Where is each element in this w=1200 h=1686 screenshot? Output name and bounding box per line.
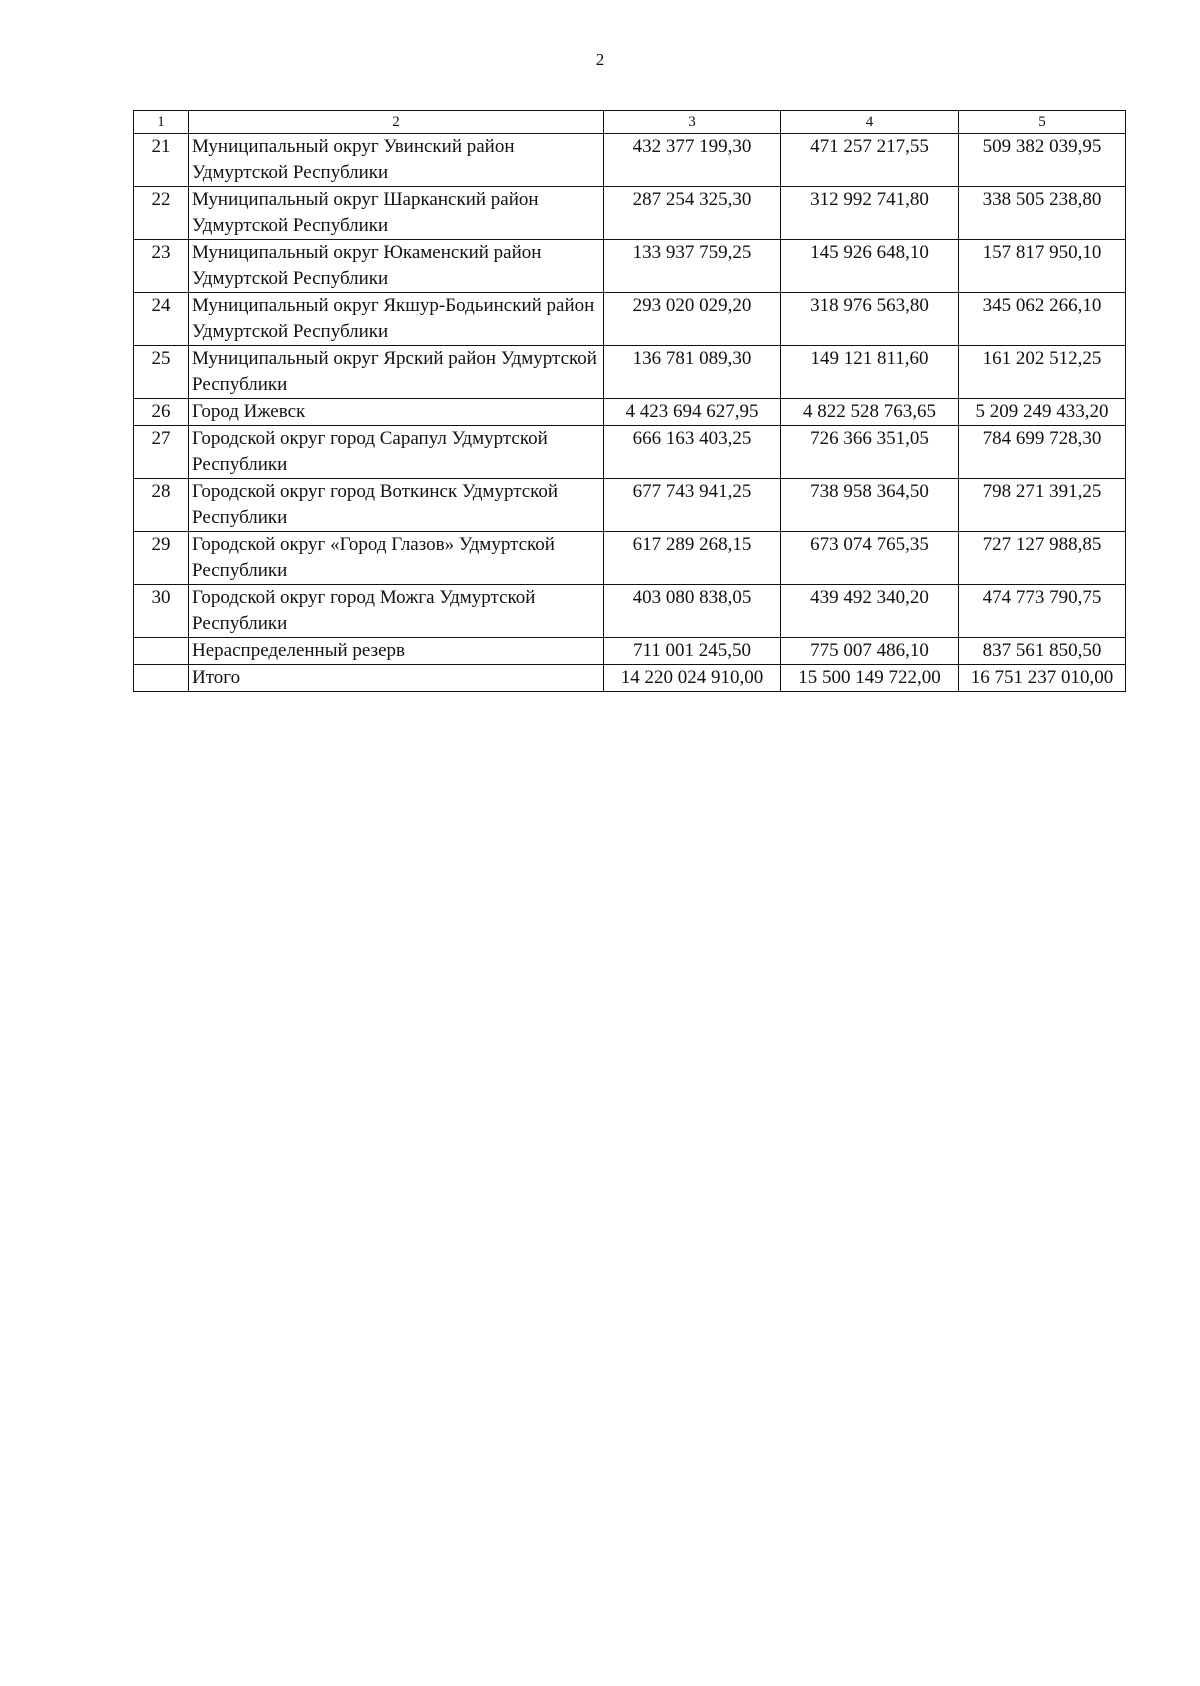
table-row <box>134 426 1126 479</box>
value-column-5: 784 699 728,30 <box>959 426 1126 479</box>
value-column-4: 312 992 741,80 <box>781 187 959 240</box>
column-header: 1 <box>134 111 189 134</box>
municipality-name: Муниципальный округ Увинский район Удмуртской Республики <box>189 134 604 187</box>
value-column-3: 711 001 245,50 <box>604 638 781 665</box>
value-column-3: 14 220 024 910,00 <box>604 665 781 692</box>
table-row <box>134 399 1126 426</box>
row-number <box>134 665 189 692</box>
row-number: 22 <box>134 187 189 240</box>
row-number: 25 <box>134 346 189 399</box>
column-header: 2 <box>189 111 604 134</box>
value-column-4: 15 500 149 722,00 <box>781 665 959 692</box>
table-row <box>134 585 1126 638</box>
value-column-4: 439 492 340,20 <box>781 585 959 638</box>
value-column-4: 318 976 563,80 <box>781 293 959 346</box>
row-number: 24 <box>134 293 189 346</box>
municipality-name: Городской округ город Можга Удмуртской Республики <box>189 585 604 638</box>
row-number: 23 <box>134 240 189 293</box>
value-column-3: 677 743 941,25 <box>604 479 781 532</box>
value-column-4: 726 366 351,05 <box>781 426 959 479</box>
column-header: 3 <box>604 111 781 134</box>
total-row <box>134 665 1126 692</box>
value-column-4: 145 926 648,10 <box>781 240 959 293</box>
value-column-3: 136 781 089,30 <box>604 346 781 399</box>
column-header: 4 <box>781 111 959 134</box>
value-column-3: 133 937 759,25 <box>604 240 781 293</box>
value-column-5: 157 817 950,10 <box>959 240 1126 293</box>
table-row <box>134 346 1126 399</box>
value-column-5: 161 202 512,25 <box>959 346 1126 399</box>
value-column-5: 798 271 391,25 <box>959 479 1126 532</box>
row-number: 30 <box>134 585 189 638</box>
table-row <box>134 187 1126 240</box>
value-column-5: 837 561 850,50 <box>959 638 1126 665</box>
value-column-5: 509 382 039,95 <box>959 134 1126 187</box>
value-column-3: 293 020 029,20 <box>604 293 781 346</box>
municipality-name: Муниципальный округ Шарканский район Удмуртской Республики <box>189 187 604 240</box>
header-row <box>134 111 1126 134</box>
municipality-name: Городской округ город Сарапул Удмуртской Республики <box>189 426 604 479</box>
value-column-3: 432 377 199,30 <box>604 134 781 187</box>
row-number: 29 <box>134 532 189 585</box>
table-row <box>134 479 1126 532</box>
value-column-3: 617 289 268,15 <box>604 532 781 585</box>
value-column-5: 727 127 988,85 <box>959 532 1126 585</box>
value-column-5: 5 209 249 433,20 <box>959 399 1126 426</box>
table-row <box>134 293 1126 346</box>
value-column-3: 666 163 403,25 <box>604 426 781 479</box>
table-body <box>134 134 1126 692</box>
municipality-name: Город Ижевск <box>189 399 604 426</box>
municipality-name: Муниципальный округ Ярский район Удмуртской Республики <box>189 346 604 399</box>
page-number: 2 <box>595 50 605 69</box>
row-number: 27 <box>134 426 189 479</box>
municipality-name: Муниципальный округ Юкаменский район Удмуртской Республики <box>189 240 604 293</box>
row-label: Итого <box>189 665 604 692</box>
table-row <box>134 240 1126 293</box>
value-column-4: 673 074 765,35 <box>781 532 959 585</box>
value-column-4: 738 958 364,50 <box>781 479 959 532</box>
municipality-name: Муниципальный округ Якшур-Бодьинский район Удмуртской Республики <box>189 293 604 346</box>
value-column-5: 338 505 238,80 <box>959 187 1126 240</box>
row-label: Нераспределенный резерв <box>189 638 604 665</box>
value-column-5: 474 773 790,75 <box>959 585 1126 638</box>
value-column-4: 4 822 528 763,65 <box>781 399 959 426</box>
budget-table <box>133 110 1126 692</box>
reserve-row <box>134 638 1126 665</box>
municipality-name: Городской округ город Воткинск Удмуртской Республики <box>189 479 604 532</box>
value-column-4: 775 007 486,10 <box>781 638 959 665</box>
table-row <box>134 134 1126 187</box>
value-column-4: 149 121 811,60 <box>781 346 959 399</box>
value-column-3: 287 254 325,30 <box>604 187 781 240</box>
row-number: 26 <box>134 399 189 426</box>
row-number: 21 <box>134 134 189 187</box>
value-column-3: 4 423 694 627,95 <box>604 399 781 426</box>
municipality-name: Городской округ «Город Глазов» Удмуртской Республики <box>189 532 604 585</box>
value-column-5: 345 062 266,10 <box>959 293 1126 346</box>
value-column-3: 403 080 838,05 <box>604 585 781 638</box>
value-column-4: 471 257 217,55 <box>781 134 959 187</box>
row-number <box>134 638 189 665</box>
table-row <box>134 532 1126 585</box>
value-column-5: 16 751 237 010,00 <box>959 665 1126 692</box>
row-number: 28 <box>134 479 189 532</box>
column-header: 5 <box>959 111 1126 134</box>
